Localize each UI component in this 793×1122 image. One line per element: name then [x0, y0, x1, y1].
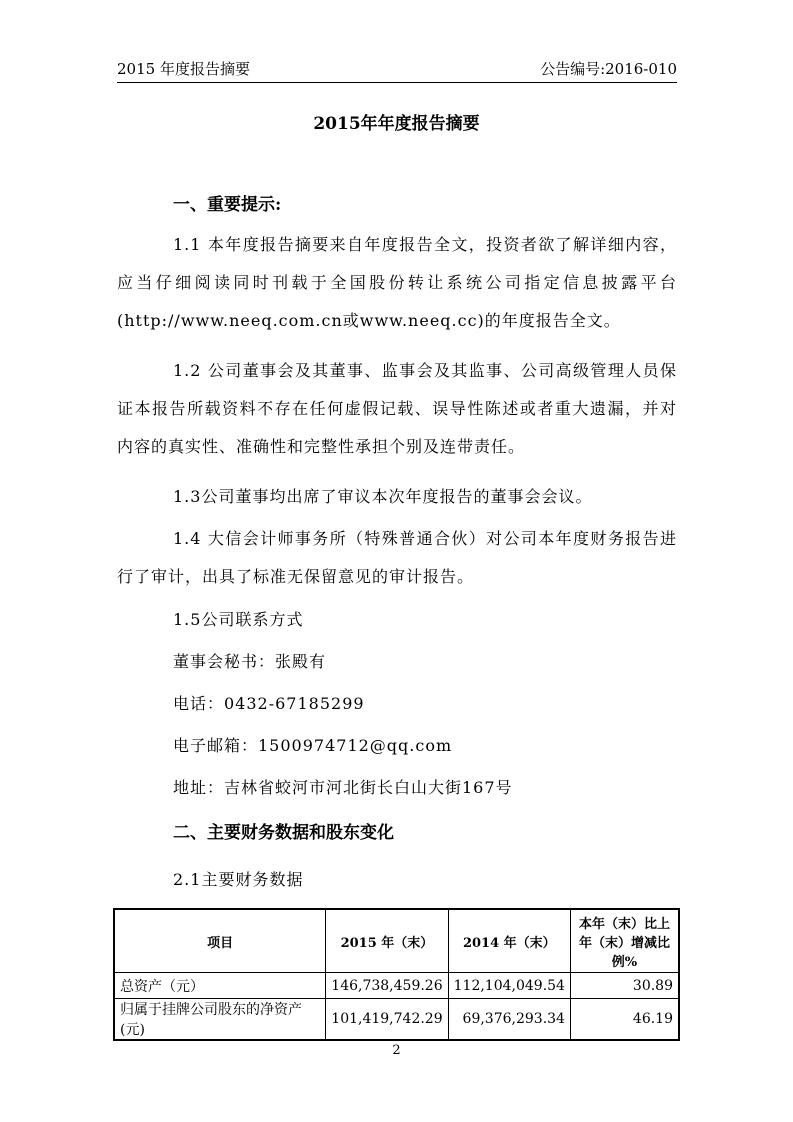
paragraph-1-3: 1.3公司董事均出席了审议本次年度报告的董事会会议。	[173, 487, 593, 506]
table-cell-value: 46.19	[570, 999, 679, 1041]
section-heading-important-notes: 一、重要提示:	[173, 195, 282, 215]
page-header	[117, 58, 677, 80]
table-cell-value: 112,104,049.54	[448, 973, 570, 999]
table-cell-item: 总资产（元）	[114, 973, 326, 999]
contact-email: 电子邮箱：1500974712@qq.com	[173, 736, 453, 755]
table-cell-value: 101,419,742.29	[326, 999, 448, 1041]
table-cell-value: 69,376,293.34	[448, 999, 570, 1041]
financial-data-table	[113, 908, 680, 1041]
table-row	[114, 973, 679, 999]
contact-phone: 电话：0432-67185299	[173, 694, 365, 713]
subsection-main-financial-data: 2.1主要财务数据	[173, 870, 304, 889]
section-heading-financial-data: 二、主要财务数据和股东变化	[173, 823, 394, 843]
paragraph-1-4: 1.4 大信会计师事务所（特殊普通合伙）对公司本年度财务报告进行了审计，出具了标准无保留意见的审计报告。	[117, 529, 677, 586]
table-cell-item: 归属于挂牌公司股东的净资产(元)	[114, 999, 326, 1041]
table-cell-value: 30.89	[570, 973, 679, 999]
table-header-cell: 本年（末）比上年（末）增减比例%	[570, 909, 679, 973]
table-row	[114, 999, 679, 1041]
header-doc-title: 2015 年度报告摘要	[117, 60, 250, 78]
table-header-cell: 项目	[114, 909, 326, 973]
header-announcement-number: 公告编号:2016-010	[540, 60, 677, 78]
contact-secretary: 董事会秘书：张殿有	[173, 652, 327, 671]
page-number: 2	[392, 1043, 401, 1058]
table-cell-value: 146,738,459.26	[326, 973, 448, 999]
table-header-row	[114, 909, 679, 973]
page-title: 2015年年度报告摘要	[313, 114, 480, 134]
paragraph-1-1: 1.1 本年度报告摘要来自年度报告全文，投资者欲了解详细内容，应当仔细阅读同时刊载于全国股份转让系统公司指定信息披露平台(http://www.neeq.com.cn或www.neeq.cc)的年度报告全文。	[117, 235, 677, 330]
contact-address: 地址：吉林省蛟河市河北街长白山大街167号	[173, 778, 513, 797]
contact-heading: 1.5公司联系方式	[173, 610, 304, 629]
paragraph-1-2: 1.2 公司董事会及其董事、监事会及其监事、公司高级管理人员保证本报告所载资料不存在任何虚假记载、误导性陈述或者重大遗漏，并对内容的真实性、准确性和完整性承担个别及连带责任。	[117, 361, 677, 456]
header-divider	[117, 82, 677, 83]
table-header-cell: 2014 年（末）	[448, 909, 570, 973]
table-header-cell: 2015 年（末）	[326, 909, 448, 973]
